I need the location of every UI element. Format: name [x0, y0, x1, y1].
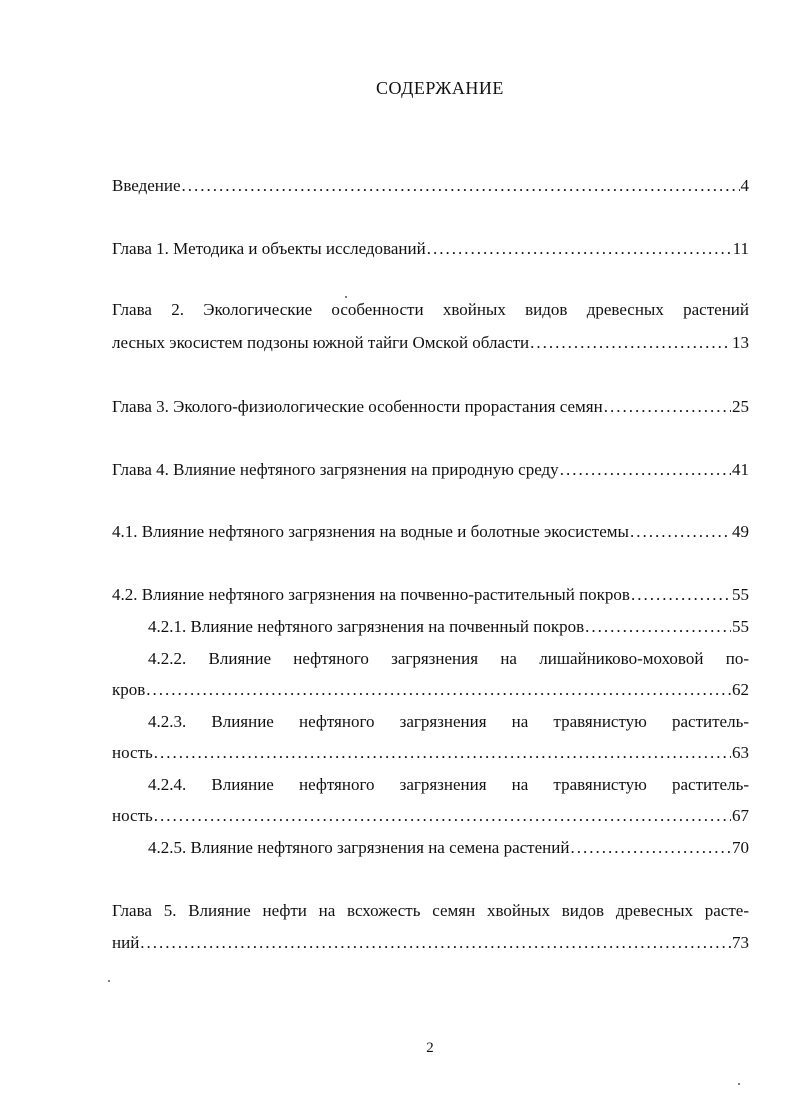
- toc-entry-section-4-2-1[interactable]: [148, 616, 749, 638]
- toc-page-number: 41: [732, 460, 749, 479]
- toc-page-number: 55: [732, 617, 749, 636]
- toc-entry-section-4-2-5[interactable]: [148, 837, 749, 859]
- scan-speck: [345, 296, 347, 298]
- toc-entry-text: 4.2.1. Влияние нефтяного загрязнения на почвенный покров: [148, 617, 585, 636]
- toc-entry-text: 4.2.5. Влияние нефтяного загрязнения на семена растений: [148, 838, 570, 857]
- toc-entry-section-4-2-3-line1: 4.2.3. Влияние нефтяного загрязнения на травянистую раститель-: [148, 712, 749, 731]
- toc-page-number: 4: [740, 176, 749, 195]
- toc-entry-section-4-2-2[interactable]: [112, 679, 749, 701]
- toc-entry-text: Введение: [112, 176, 181, 195]
- toc-page-number: 62: [732, 680, 749, 699]
- toc-entry-chapter-1[interactable]: [112, 238, 749, 260]
- toc-entry-text: 4.2. Влияние нефтяного загрязнения на почвенно-растительный покров: [112, 585, 630, 604]
- toc-entry-section-4-2-3[interactable]: [112, 742, 749, 764]
- dot-leader: [631, 584, 731, 606]
- toc-entry-section-4-1[interactable]: [112, 521, 749, 543]
- toc-entry-section-4-2[interactable]: [112, 584, 749, 606]
- toc-entry-chapter-5[interactable]: [112, 932, 749, 954]
- scan-speck: [108, 980, 110, 982]
- toc-page-number: 73: [732, 933, 749, 952]
- toc-entry-text: ний: [112, 933, 140, 952]
- toc-entry-text: ность: [112, 743, 153, 762]
- toc-entry-text: 4.1. Влияние нефтяного загрязнения на водные и болотные экосистемы: [112, 522, 629, 541]
- toc-entry-section-4-2-4[interactable]: [112, 805, 749, 827]
- dot-leader: [585, 616, 731, 638]
- toc-entry-chapter-2-line1: Глава 2. Экологические особенности хвойных видов древесных растений: [112, 300, 749, 319]
- toc-entry-section-4-2-2-line1: 4.2.2. Влияние нефтяного загрязнения на лишайниково-моховой по-: [148, 649, 749, 668]
- toc-page-number: 67: [732, 806, 749, 825]
- toc-page-number: 13: [732, 333, 749, 352]
- dot-leader: [604, 396, 731, 418]
- toc-page-number: 70: [732, 838, 749, 857]
- toc-entry-text: ность: [112, 806, 153, 825]
- dot-leader: [154, 742, 731, 764]
- toc-entry-chapter-3[interactable]: [112, 396, 749, 418]
- toc-page-number: 11: [732, 239, 749, 258]
- dot-leader: [140, 932, 731, 954]
- toc-entry-text: Глава 4. Влияние нефтяного загрязнения на природную среду: [112, 460, 559, 479]
- dot-leader: [570, 837, 731, 859]
- dot-leader: [182, 175, 740, 197]
- toc-page-number: 49: [732, 522, 749, 541]
- toc-entry-text: лесных экосистем подзоны южной тайги Омской области: [112, 333, 530, 352]
- toc-entry-intro[interactable]: [112, 175, 749, 197]
- toc-page-number: 25: [732, 397, 749, 416]
- dot-leader: [427, 238, 732, 260]
- dot-leader: [630, 521, 731, 543]
- toc-page-number: 55: [732, 585, 749, 604]
- scan-speck: [738, 1083, 740, 1085]
- toc-entry-chapter-5-line1: Глава 5. Влияние нефти на всхожесть семян хвойных видов древесных расте-: [112, 901, 749, 920]
- toc-page-number: 63: [732, 743, 749, 762]
- toc-entry-text: Глава 1. Методика и объекты исследований: [112, 239, 426, 258]
- toc-entry-text: Глава 3. Эколого-физиологические особенности прорастания семян: [112, 397, 603, 416]
- page-number: 2: [426, 1040, 434, 1056]
- dot-leader: [146, 679, 731, 701]
- dot-leader: [530, 332, 731, 354]
- page-title: СОДЕРЖАНИЕ: [376, 78, 504, 98]
- toc-entry-text: кров: [112, 680, 146, 699]
- toc-entry-chapter-2[interactable]: [112, 332, 749, 354]
- toc-entry-section-4-2-4-line1: 4.2.4. Влияние нефтяного загрязнения на травянистую раститель-: [148, 775, 749, 794]
- dot-leader: [154, 805, 731, 827]
- toc-entry-chapter-4[interactable]: [112, 459, 749, 481]
- dot-leader: [560, 459, 731, 481]
